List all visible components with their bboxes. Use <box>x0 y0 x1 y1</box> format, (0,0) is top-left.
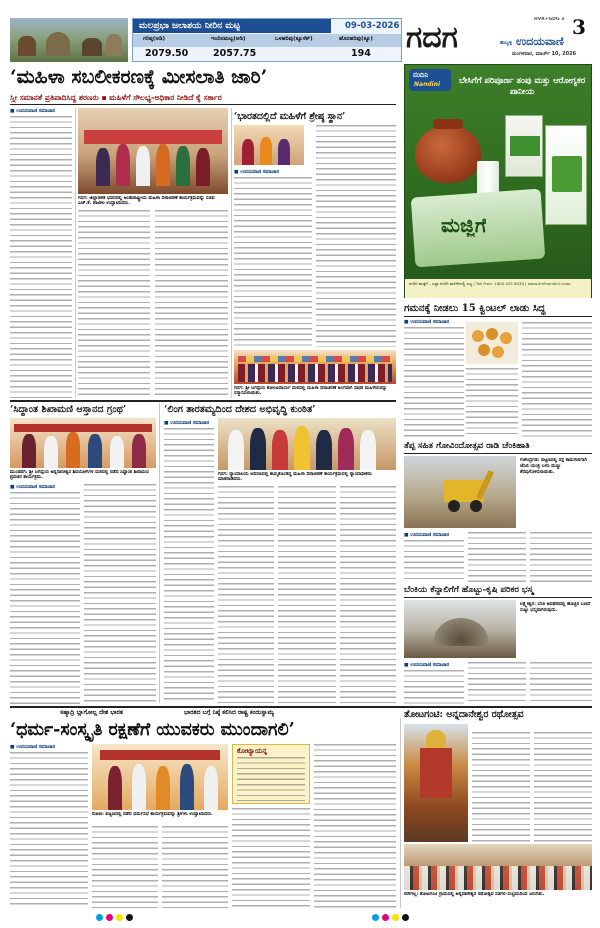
story6-body-col1 <box>164 428 214 703</box>
story5-photo-caption: ಮುಂಡರಗಿ: ಶ್ರೀ ಜಗದ್ಗುರು ಅನ್ನದಾನೀಶ್ವರ ಶಿವಯೋಗಿಗಳ ಮಠದಲ್ಲಿ ನಡೆದ ಸಿದ್ಧಾಂತ ಶಿಖಾಮಣಿ ಪ್ರವಚನ ಕಾರ್ಯಕ್ರಮ. <box>10 470 149 481</box>
story9-photo-caption: ನರೇಗಲ್ಲ: ತೋಟಗಂಟಿ ಗ್ರಾಮದಲ್ಲಿ ಅನ್ನದಾನೇಶ್ವರ ರಥೋತ್ಸವ ಸಡಗರ-ಸಂಭ್ರಮದಿಂದ ಜರುಗಿತು. <box>404 892 545 897</box>
story7-body-col1 <box>404 670 464 704</box>
paper-name: ಉದಯವಾಣಿ <box>516 35 564 48</box>
bottom-strip-right: ಭಾರತದ ಬಗ್ಗೆ ನಿಷ್ಠೆ ಕಲಿಸಿದ ರಾಷ್ಟ್ರ ಕಂದುಸ್ವಾಮ್ಯ <box>184 709 275 716</box>
story6-headline: ‘ಲಿಂಗ ತಾರತಮ್ಯದಿಂದ ದೇಶದ ಅಭಿವೃದ್ಧಿ ಕುಂಠಿತ’ <box>164 404 316 415</box>
story3-body-col1 <box>404 327 464 437</box>
chariot-photo <box>404 724 468 842</box>
story8-photo-caption: ರೋಣ: ಪಟ್ಟಣದಲ್ಲಿ ನಡೆದ ಧರ್ಮಸಭೆ ಕಾರ್ಯಕ್ರಮವನ್ನು ಶ್ರೀಗಳು ಉದ್ಘಾಟಿಸಿದರು. <box>92 812 213 817</box>
story8-body-col3 <box>162 826 228 908</box>
story7-headline: ಬೆಂಕಿಯ ಕೆನ್ನಾಲಿಗೆಗೆ ಹೊಟ್ಟು-ಕೃಷಿ ಪರಿಕರ ಭಸ್ಮ <box>404 585 534 595</box>
reservoir-col-value: 194 <box>351 48 371 59</box>
story8-side-box <box>232 744 310 804</box>
story2-photo-top <box>234 125 304 165</box>
registration-mark <box>96 914 103 921</box>
story8-byline: ■ ಉದಯವಾಣಿ ಸಮಾಚಾರ <box>10 745 56 750</box>
masthead <box>404 16 592 62</box>
ad-footer: ನಂದಿನಿ ಮಜ್ಜಿಗೆ – ಎಲ್ಲಾ ನಂದಿನಿ ಮಳಿಗೆಗಳಲ್ಲಿ ಲಭ್ಯ | Toll Free: 1800 425 8030 | www.kmfnandini.coop <box>409 281 571 286</box>
registration-mark <box>392 914 399 921</box>
story5-body-col2 <box>84 484 156 704</box>
product-pack-image <box>505 115 543 177</box>
story6-photo-caption: ಗದಗ: ನ್ಯಾಯಾಲಯ ಆವರಣದಲ್ಲಿ ಹಮ್ಮಿಕೊಂಡಿದ್ದ ಮಹಿಳಾ ದಿನಾಚರಣೆ ಕಾರ್ಯಕ್ರಮದಲ್ಲಿ ನ್ಯಾಯಾಧೀಶರು ಮಾತನಾಡಿದರು. <box>218 472 372 483</box>
date-line: ಮಂಗಳವಾರ, ಮಾರ್ಚ್ 10, 2026 <box>512 51 577 57</box>
product-name: ಮಜ್ಜಿಗೆ <box>441 213 487 237</box>
crowd-photo <box>404 844 592 890</box>
story5-photo <box>10 418 156 468</box>
story2-body-col2 <box>316 125 396 347</box>
paper-prefix: ಹುಬ್ಬಳ್ಳಿ <box>500 40 513 46</box>
reservoir-col-value: 2057.75 <box>213 48 257 59</box>
lead-body-col2 <box>78 210 150 398</box>
story7-body-col2 <box>468 662 526 704</box>
story7-body-col3 <box>530 662 592 704</box>
story8-body-col1 <box>10 752 88 908</box>
story8-body-col5 <box>314 744 396 908</box>
nandini-logo <box>409 69 451 91</box>
story6-body-col3 <box>278 486 336 703</box>
jcb-photo <box>404 456 516 528</box>
story4-body-col2 <box>468 532 526 582</box>
brand-name: ನಂದಿನಿ <box>413 71 429 79</box>
story4-headline: ತೆಪ್ಪ ಸಹಿತ ಗೋವಿಂದೋತ್ಸವ ರಾಡಿ ಚೆಂಕಿಹಾತಿ <box>404 441 530 451</box>
registration-mark <box>106 914 113 921</box>
lead-photo <box>78 108 228 194</box>
story2-photo-caption: ಗದಗ: ಶ್ರೀ ಜಗದ್ಗುರು ತೋಂಟದಾರ್ಯ ಮಠದಲ್ಲಿ ಮಹಿಳಾ ದಿನಾಚರಣೆ ಅಂಗವಾಗಿ ಸಾಧಕ ಮಹಿಳೆಯರನ್ನು ಸನ್ಮಾನಿಸಲಾಯಿತು. <box>234 386 387 397</box>
edition-code: HVR+GDG 3 <box>534 17 565 22</box>
page-number: 3 <box>572 16 586 38</box>
story2-photo-group <box>234 350 396 384</box>
story4-body-col1 <box>404 540 464 582</box>
story3-body-col3 <box>522 322 592 437</box>
story7-photo-caption: ಲಕ್ಷ್ಮೇಶ್ವರ: ಬೆಂಕಿ ಅವಘಡದಲ್ಲಿ ಹೊಟ್ಟಿನ ಬಣವೆ ಸುಟ್ಟು ಭಸ್ಮವಾಗಿರುವುದು. <box>520 602 591 613</box>
header-photo-left <box>10 18 128 62</box>
story6-photo <box>218 418 396 470</box>
story8-body-col2 <box>92 826 158 908</box>
story8-headline: ‘ಧರ್ಮ-ಸಂಸ್ಕೃತಿ ರಕ್ಷಣೆಗೆ ಯುವಕರು ಮುಂದಾಗಲಿ’ <box>10 720 295 740</box>
story6-byline: ■ ಉದಯವಾಣಿ ಸಮಾಚಾರ <box>164 421 210 426</box>
reservoir-date: 09-03-2026 <box>345 21 400 31</box>
lead-body-col3 <box>155 210 228 398</box>
story6-body-col2 <box>218 486 274 703</box>
story3-body-col2 <box>466 368 518 437</box>
nandini-ad <box>404 64 592 298</box>
reservoir-col-value: 2079.50 <box>145 48 189 59</box>
reservoir-col-label: ಹೊರಹರಿವು(ಕ್ಯೂ) <box>339 36 373 42</box>
registration-mark <box>126 914 133 921</box>
story2-headline: ‘ಭಾರತದಲ್ಲಿದೆ ಮಹಿಳೆಗೆ ಶ್ರೇಷ್ಠ ಸ್ಥಾನ’ <box>234 111 346 122</box>
reservoir-col-label: ಇಂದಿನಮಟ್ಟ(ಅಡಿ) <box>211 36 246 42</box>
story3-byline: ■ ಉದಯವಾಣಿ ಸಮಾಚಾರ <box>404 320 450 325</box>
reservoir-strip <box>132 18 402 62</box>
story9-body-col1 <box>472 732 530 842</box>
ad-tagline: ಬೇಸಿಗೆಗೆ ಪರಿಪೂರ್ಣ ತಂಪು ಮತ್ತು ಆರೋಗ್ಯಕರ ಪಾನೀಯ <box>458 75 586 96</box>
registration-mark <box>382 914 389 921</box>
story4-byline: ■ ಉದಯವಾಣಿ ಸಮಾಚಾರ <box>404 533 450 538</box>
lead-subhead: ಸ್ತ್ರೀ ಸಮಾನತೆ ಪ್ರತಿಪಾದಿಸಿದ್ದ ಶರಣರು ▪ ಮಹಿಳೆಗೆ ಸೌಲಭ್ಯ-ಅಧಿಕಾರ ನೀಡಿದೆ ಕೈ ಸರ್ಕಾರ <box>10 93 222 102</box>
side-box-title: ಕೋಟ್ಯಾಯನ್ನ <box>237 747 268 755</box>
story8-body-col4 <box>232 808 310 908</box>
reservoir-col-label: ಒಳಹರಿವು(ಕ್ಯೂಸೆಕ್) <box>275 36 313 42</box>
story2-body-col1 <box>234 177 312 347</box>
district-name: ಗದಗ <box>406 20 458 55</box>
reservoir-title: ಮಲಪ್ರಭಾ ಜಲಾಶಯ ನೀರಿನ ಮಟ್ಟ <box>139 21 241 31</box>
story9-headline: ತೋಟಗಂಟಿ: ಅನ್ನದಾನೇಶ್ವರ ರಥೋತ್ಸವ <box>404 709 524 720</box>
registration-mark <box>116 914 123 921</box>
story8-photo <box>92 744 228 810</box>
product-carton-image <box>545 125 587 225</box>
story6-body-col4 <box>340 486 396 703</box>
registration-mark <box>402 914 409 921</box>
lead-photo-caption: ಗದಗ: ಜಿಲ್ಲಾಡಳಿತ ಭವನದಲ್ಲಿ ಅಂತಾರಾಷ್ಟ್ರೀಯ ಮಹಿಳಾ ದಿನಾಚರಣೆ ಕಾರ್ಯಕ್ರಮವನ್ನು ಸಚಿವ ಎಚ್.ಕೆ. ಪಾಟೀಲ ಉದ್ಘಾಟಿಸಿದರು. <box>78 196 215 207</box>
bottom-strip-left: ಸಹ್ಯಾದ್ರಿ ಬ್ಲಾಗೋಲ್ಲ ದೇಶ ಭಾರತ <box>60 709 123 716</box>
lead-body-col1 <box>10 116 72 398</box>
brand-name-en: Nandini <box>414 81 441 88</box>
reservoir-col-label: ಗರಿಷ್ಠ(ಅಡಿ) <box>143 36 166 42</box>
story7-byline: ■ ಉದಯವಾಣಿ ಸಮಾಚಾರ <box>404 663 450 668</box>
lead-headline: ‘ಮಹಿಳಾ ಸಬಲೀಕರಣಕ್ಕೆ ಮೀಸಲಾತಿ ಜಾರಿ’ <box>10 66 268 88</box>
registration-mark <box>372 914 379 921</box>
story9-body-col2 <box>534 732 592 842</box>
fire-photo <box>404 600 516 658</box>
lead-byline: ■ ಉದಯವಾಣಿ ಸಮಾಚಾರ <box>10 109 56 114</box>
story3-headline: ಗಮನಕ್ಕೆ ನೀಡಲು 15 ಕ್ವಿಂಟಲ್ ಲಾಡು ಸಿದ್ಧ <box>404 303 546 314</box>
story4-photo-caption: ಗಜೇಂದ್ರಗಡ: ಪಟ್ಟಣದಲ್ಲಿ ರಸ್ತೆ ಕಾಮಗಾರಿಗಾಗಿ ಜೆಸಿಬಿ ಯಂತ್ರ ಬಳಸಿ ಮಣ್ಣು ತೆರವುಗೊಳಿಸಲಾಯಿತು. <box>520 458 587 475</box>
laddu-photo <box>466 322 518 364</box>
story5-byline: ■ ಉದಯವಾಣಿ ಸಮಾಚಾರ <box>10 485 56 490</box>
clay-pot-image <box>415 125 481 183</box>
story4-body-col3 <box>530 532 592 582</box>
story2-byline: ■ ಉದಯವಾಣಿ ಸಮಾಚಾರ <box>234 170 280 175</box>
story5-headline: ‘ಸಿದ್ಧಾಂತ ಶಿಖಾಮಣಿ ಆಸ್ತಾನದ ಗ್ರಂಥ’ <box>10 404 127 415</box>
story5-body-col1 <box>10 492 80 704</box>
